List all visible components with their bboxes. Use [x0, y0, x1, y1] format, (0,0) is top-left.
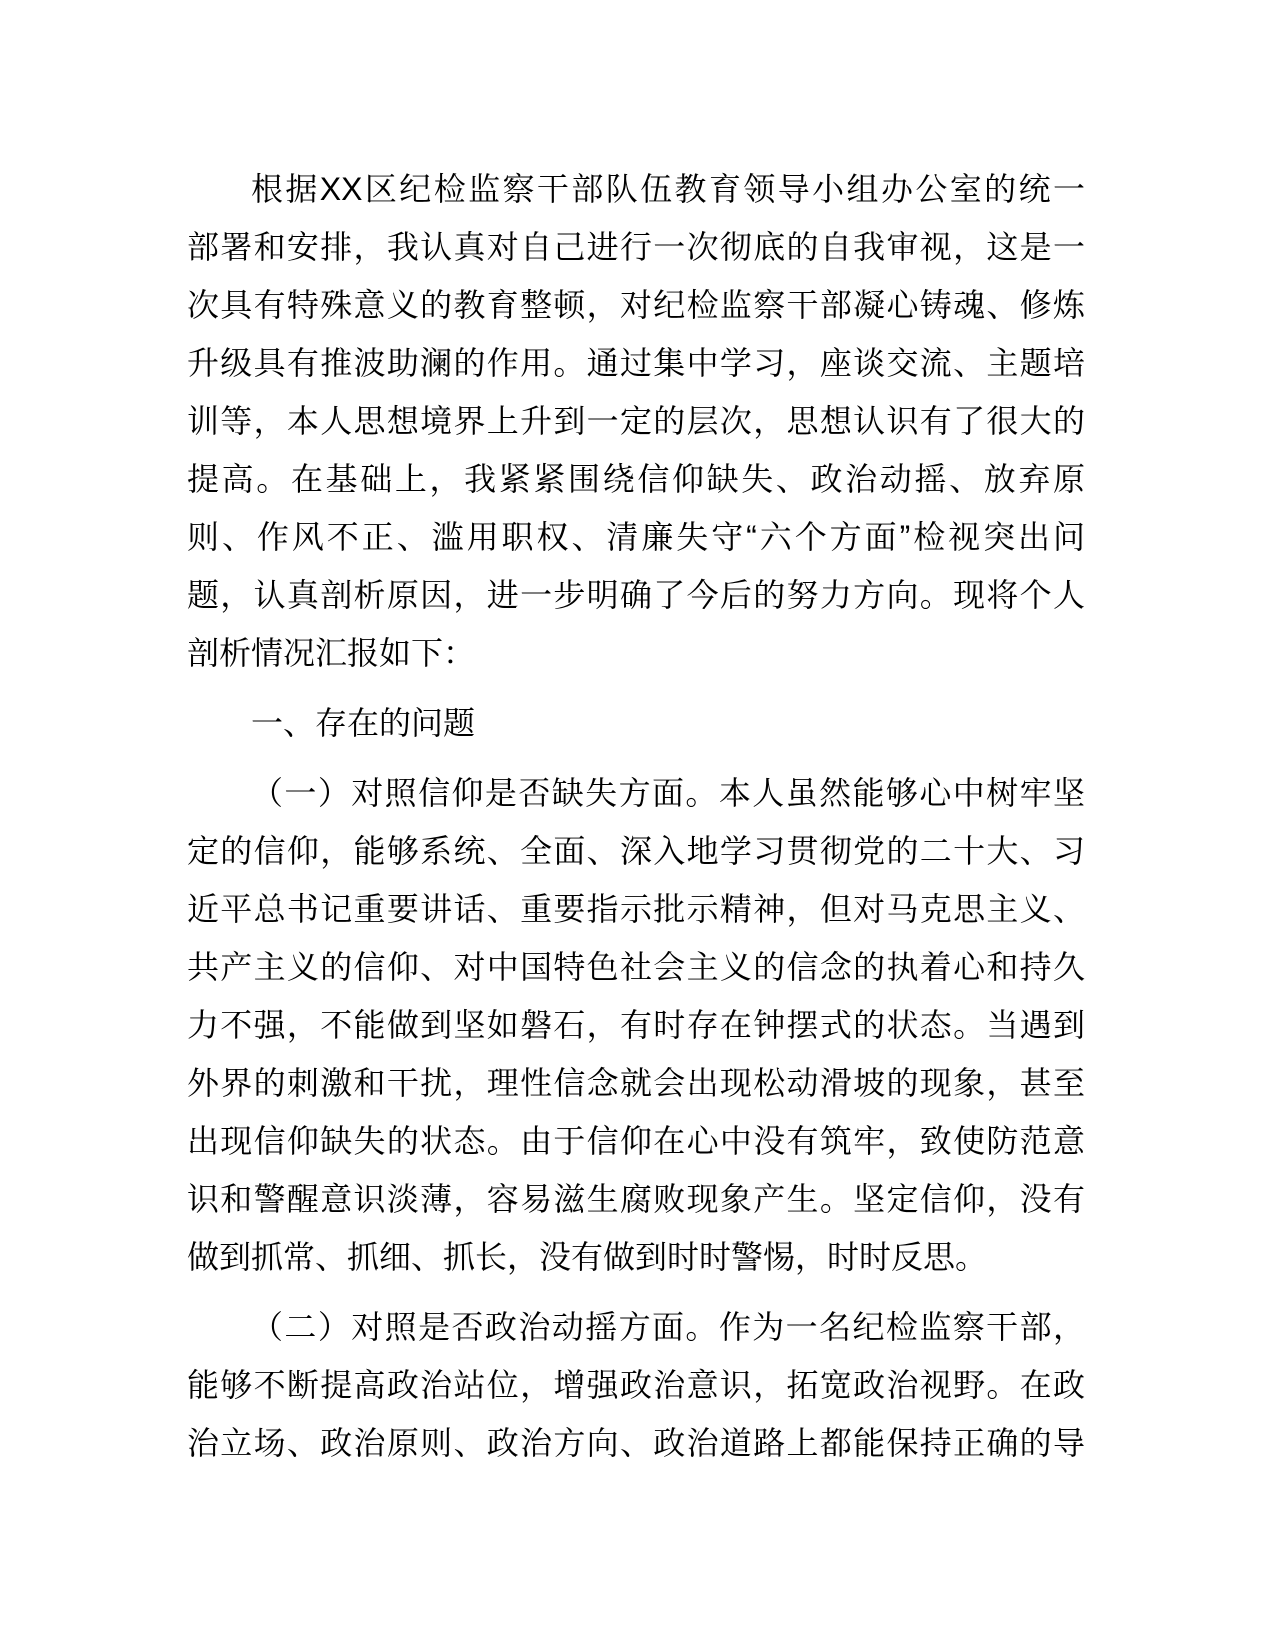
text-line: 治立场、政治原则、政治方向、政治道路上都能保持正确的导	[187, 1425, 1085, 1461]
text-line: 做到抓常、抓细、抓长，没有做到时时警惕，时时反思。	[187, 1239, 988, 1275]
text-line: 能够不断提高政治站位，增强政治意识，拓宽政治视野。在政	[187, 1367, 1085, 1403]
text-line: 则、作风不正、滥用职权、清廉失守“六个方面”检视突出问	[187, 519, 1085, 555]
section-heading-problems	[187, 694, 1085, 752]
text-line: 近平总书记重要讲话、重要指示批示精神，但对马克思主义、	[187, 891, 1085, 927]
text-line: 次具有特殊意义的教育整顿，对纪检监察干部凝心铸魂、修炼	[187, 287, 1085, 323]
paragraph-point-one	[187, 764, 1085, 1286]
paragraph-point-two	[187, 1298, 1085, 1472]
text-line: 识和警醒意识淡薄，容易滋生腐败现象产生。坚定信仰，没有	[187, 1181, 1085, 1217]
heading-line: 一、存在的问题	[251, 705, 476, 741]
text-line: 题，认真剖析原因，进一步明确了今后的努力方向。现将个人	[187, 577, 1085, 613]
text-line: 共产主义的信仰、对中国特色社会主义的信念的执着心和持久	[187, 949, 1085, 985]
text-line: 定的信仰，能够系统、全面、深入地学习贯彻党的二十大、习	[187, 833, 1085, 869]
text-line: 训等，本人思想境界上升到一定的层次，思想认识有了很大的	[187, 403, 1085, 439]
paragraph-intro	[187, 160, 1085, 682]
text-line: （二）对照是否政治动摇方面。作为一名纪检监察干部，	[251, 1309, 1085, 1345]
text-line: 提高。在基础上，我紧紧围绕信仰缺失、政治动摇、放弃原	[187, 461, 1085, 497]
text-line: （一）对照信仰是否缺失方面。本人虽然能够心中树牢坚	[251, 775, 1085, 811]
text-line: 力不强，不能做到坚如磐石，有时存在钟摆式的状态。当遇到	[187, 1007, 1085, 1043]
text-line: 升级具有推波助澜的作用。通过集中学习，座谈交流、主题培	[187, 345, 1085, 381]
text-line: 部署和安排，我认真对自己进行一次彻底的自我审视，这是一	[187, 229, 1085, 265]
document-body	[187, 160, 1085, 1472]
text-line: 剖析情况汇报如下：	[187, 635, 476, 671]
text-line: 出现信仰缺失的状态。由于信仰在心中没有筑牢，致使防范意	[187, 1123, 1085, 1159]
text-line: 根据XX区纪检监察干部队伍教育领导小组办公室的统一	[251, 171, 1085, 207]
text-line: 外界的刺激和干扰，理性信念就会出现松动滑坡的现象，甚至	[187, 1065, 1085, 1101]
